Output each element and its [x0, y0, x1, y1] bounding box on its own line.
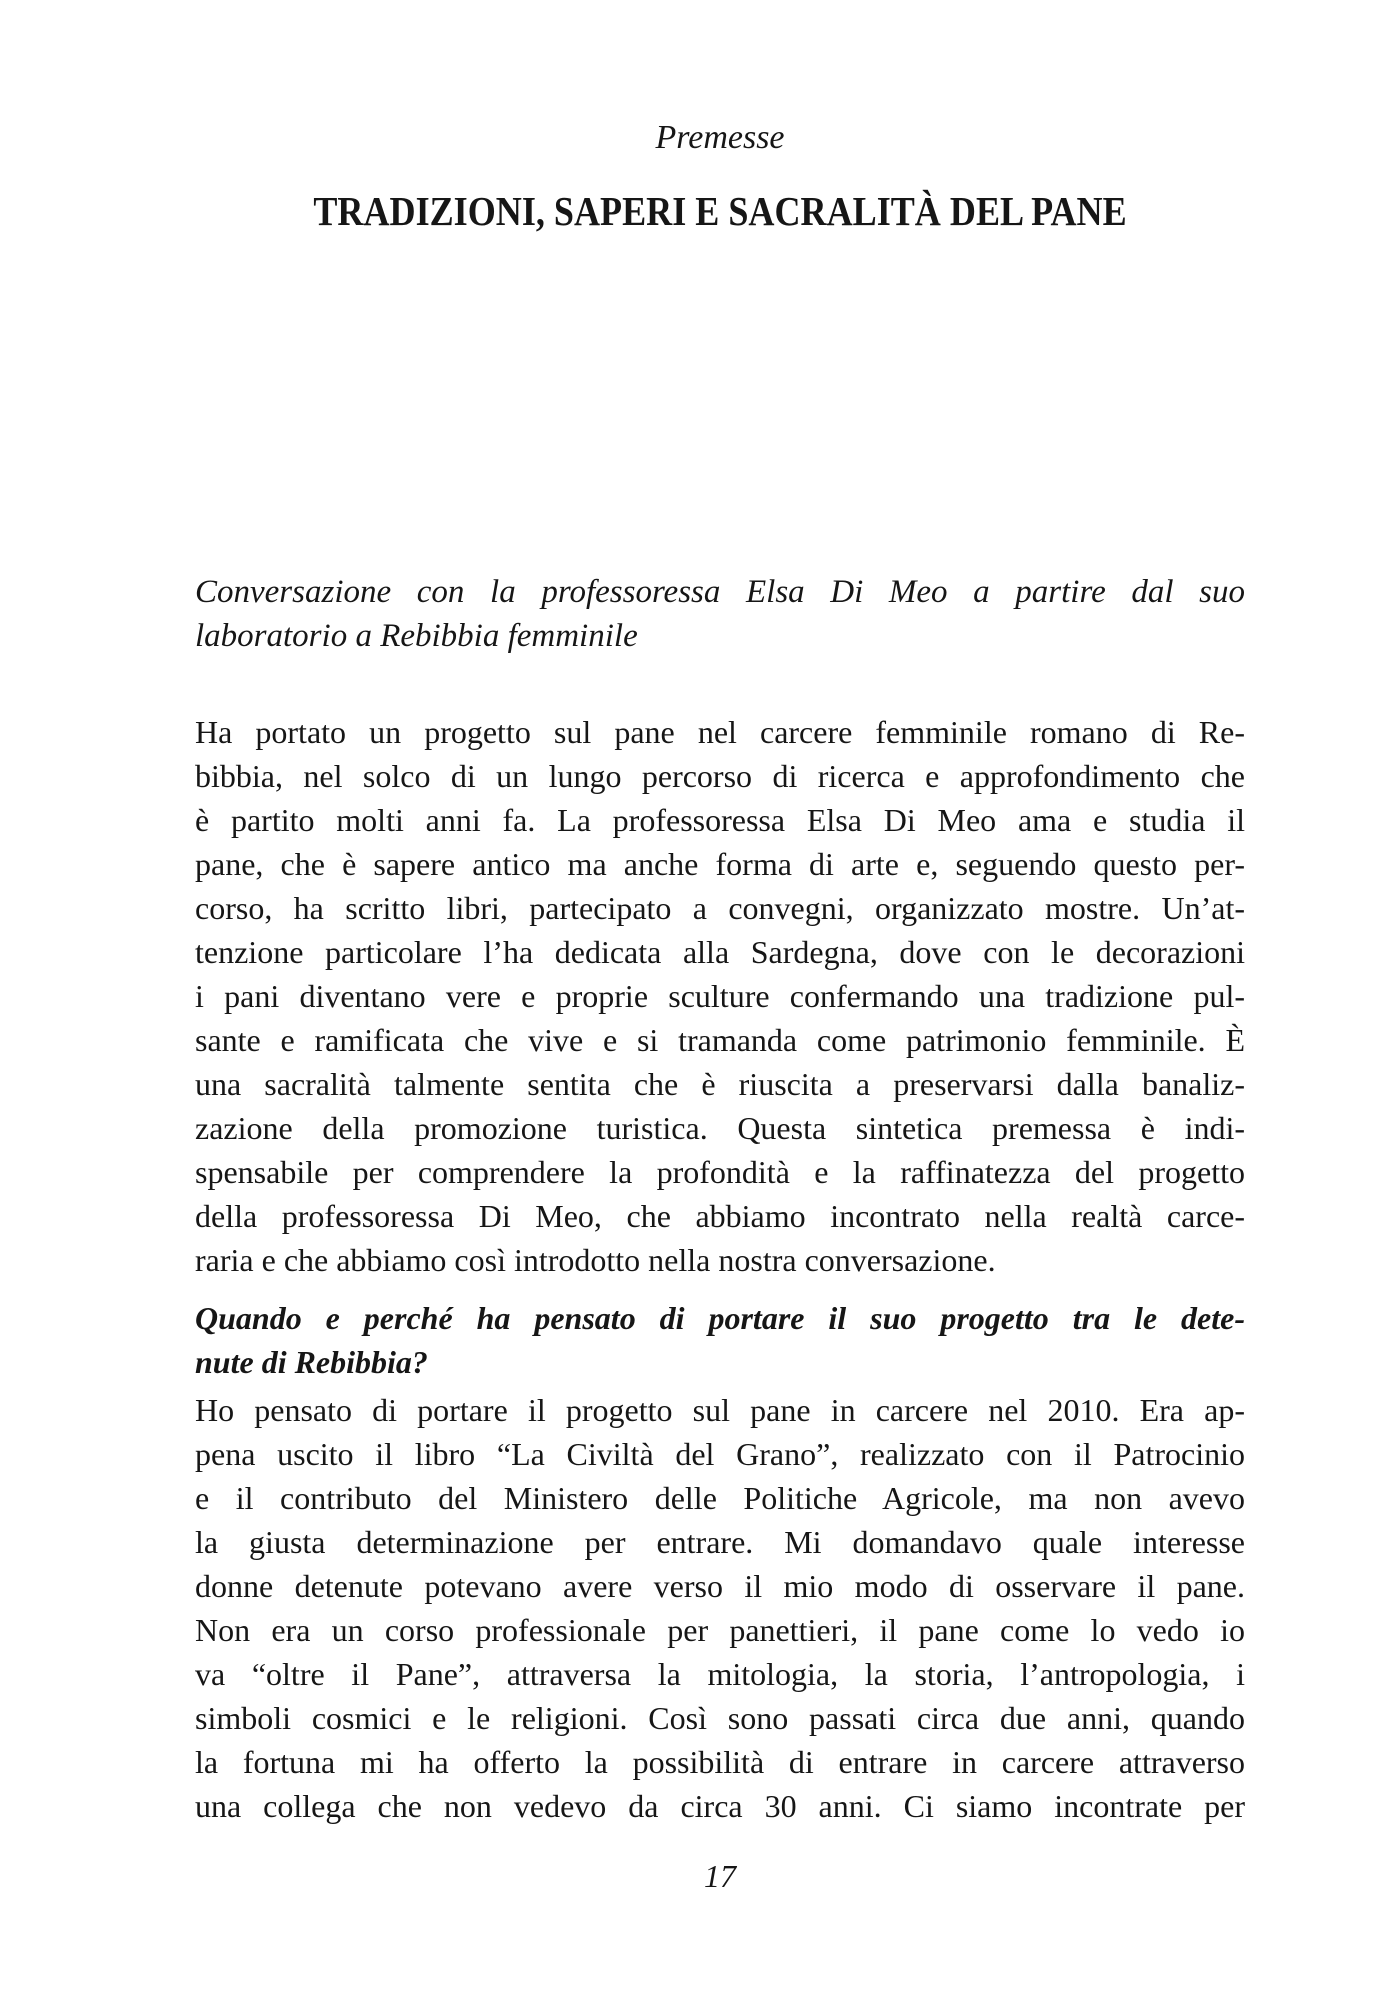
text-line: corso, ha scritto libri, partecipato a convegni, organizzato mostre. Un’at- [195, 890, 1245, 926]
text-line: donne detenute potevano avere verso il mio modo di osservare il pane. [195, 1568, 1245, 1604]
text-line: bibbia, nel solco di un lungo percorso di ricerca e approfondimento che [195, 758, 1245, 794]
text-line: zazione della promozione turistica. Questa sintetica premessa è indi- [195, 1110, 1245, 1146]
text-line: Conversazione con la professoressa Elsa Di Meo a partire dal suo [195, 574, 1245, 610]
text-line: Ha portato un progetto sul pane nel carcere femminile romano di Re- [195, 714, 1245, 750]
question-heading [195, 1296, 1245, 1384]
text-line: Quando e perché ha pensato di portare il suo progetto tra le dete- [195, 1300, 1245, 1336]
text-line: una sacralità talmente sentita che è riuscita a preservarsi dalla banaliz- [195, 1066, 1245, 1102]
page-title: TRADIZIONI, SAPERI E SACRALITÀ DEL PANE [313, 188, 1127, 234]
text-line: sante e ramificata che vive e si tramanda come patrimonio femminile. È [195, 1022, 1245, 1058]
text-line: i pani diventano vere e proprie sculture confermando una tradizione pul- [195, 978, 1245, 1014]
lede-paragraph [195, 570, 1245, 658]
text-line: tenzione particolare l’ha dedicata alla Sardegna, dove con le decorazioni [195, 934, 1245, 970]
text-line: pane, che è sapere antico ma anche forma di arte e, seguendo questo per- [195, 846, 1245, 882]
text-line: laboratorio a Rebibbia femminile [195, 618, 638, 654]
text-line: Ho pensato di portare il progetto sul pane in carcere nel 2010. Era ap- [195, 1392, 1245, 1428]
text-line: della professoressa Di Meo, che abbiamo incontrato nella realtà carce- [195, 1198, 1245, 1234]
text-line: e il contributo del Ministero delle Politiche Agricole, ma non avevo [195, 1480, 1245, 1516]
text-line: va “oltre il Pane”, attraversa la mitologia, la storia, l’antropologia, i [195, 1656, 1245, 1692]
body-paragraph-2 [195, 1388, 1245, 1828]
text-line: è partito molti anni fa. La professoressa Elsa Di Meo ama e studia il [195, 802, 1245, 838]
text-line: nute di Rebibbia? [195, 1344, 428, 1380]
text-line: la fortuna mi ha offerto la possibilità di entrare in carcere attraverso [195, 1744, 1245, 1780]
text-line: spensabile per comprendere la profondità e la raffinatezza del progetto [195, 1154, 1245, 1190]
text-line: simboli cosmici e le religioni. Così sono passati circa due anni, quando [195, 1700, 1245, 1736]
text-line: raria e che abbiamo così introdotto nella nostra conversazione. [195, 1242, 996, 1278]
text-line: Non era un corso professionale per panettieri, il pane come lo vedo io [195, 1612, 1245, 1648]
text-line: una collega che non vedevo da circa 30 anni. Ci siamo incontrate per [195, 1788, 1245, 1824]
page-number: 17 [704, 1858, 736, 1894]
body-paragraph-1 [195, 710, 1245, 1282]
running-head: Premesse [655, 119, 785, 156]
text-line: pena uscito il libro “La Civiltà del Grano”, realizzato con il Patrocinio [195, 1436, 1245, 1472]
text-line: la giusta determinazione per entrare. Mi domandavo quale interesse [195, 1524, 1245, 1560]
